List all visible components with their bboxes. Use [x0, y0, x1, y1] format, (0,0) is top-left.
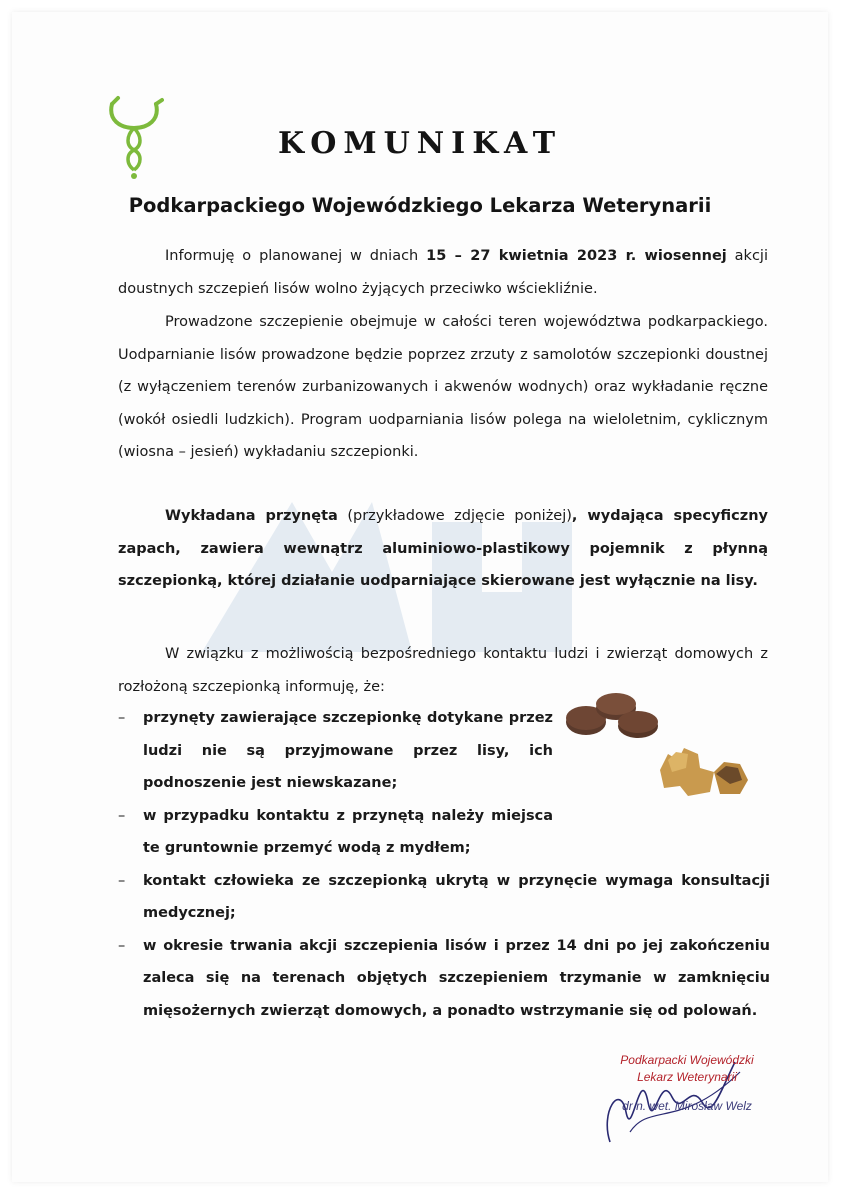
paragraph-contact-intro: W związku z możliwością bezpośredniego kontaktu ludzi i zwierząt domowych z rozłożoną szczepionką informuję, że: — [118, 646, 768, 695]
bait-photo — [564, 688, 754, 800]
paragraph-text: akcji doustnych szczepień lisów wolno żyjących przeciwko wściekliźnie. — [118, 248, 768, 297]
page-subtitle: Podkarpackiego Wojewódzkiego Lekarza Weterynarii — [128, 194, 712, 217]
stamp-line: Podkarpacki Wojewódzki — [620, 1053, 754, 1067]
document-page — [12, 12, 828, 1182]
paragraph-campaign-dates — [118, 240, 768, 305]
list-item — [118, 930, 770, 1028]
dash-icon: – — [118, 710, 126, 726]
dash-icon: – — [118, 807, 126, 824]
paragraph-text: Informuję o planowanej w dniach — [165, 248, 427, 264]
list-item-text: przynęty zawierające szczepionkę dotykane przez ludzi nie są przyjmowane przez lisy, ich podnoszenie jest niewskazane; — [143, 710, 553, 791]
list-item-text: w okresie trwania akcji szczepienia lisów i przez 14 dni po jej zakończeniu zaleca się na terenach objętych szczepieniem trzymanie w zamknięciu mięsożernych zwierząt domowych, a ponadto wstrzymanie się od polowań. — [143, 937, 770, 1019]
list-item-text: kontakt człowieka ze szczepionką ukrytą w przynęcie wymaga konsultacji medycznej; — [143, 872, 770, 921]
dash-icon: – — [118, 872, 126, 889]
stamp-signatory: dr n. wet. Mirosław Welz — [622, 1099, 752, 1113]
list-item — [118, 865, 770, 930]
photo-note: (przykładowe zdjęcie poniżej) — [337, 508, 572, 524]
stamp-line: Lekarz Weterynarii — [637, 1070, 737, 1084]
official-stamp — [597, 1052, 777, 1115]
page-title: KOMUNIKAT — [277, 126, 563, 161]
dash-icon: – — [118, 937, 126, 954]
campaign-date: 15 – 27 kwietnia 2023 r. — [426, 248, 637, 264]
list-item — [118, 800, 553, 865]
paragraph-text: , wydająca specyficzny zapach, zawiera wewnątrz aluminiowo-plastikowy pojemnik z płynną szczepionką, której działanie uodparniające skierowane jest wyłącznie na lisy. — [118, 508, 768, 589]
paragraph-campaign-scope: Prowadzone szczepienie obejmuje w całości teren województwa podkarpackiego. Uodparnianie lisów prowadzone będzie poprzez zrzuty z samolotów szczepionki doustnej (z wyłączeniem terenów zurbanizowanych i akwenów wodnych) oraz wykładanie ręczne (wokół osiedli ludzkich). Program uodparniania lisów polega na wieloletnim, cyklicznym (wiosna – jesień) wykładaniu szczepionki. — [118, 314, 768, 460]
campaign-season: wiosennej — [636, 248, 727, 264]
list-item — [118, 702, 553, 800]
list-item-text: w przypadku kontaktu z przynętą należy miejsca te gruntownie przemyć wodą z mydłem; — [143, 807, 553, 856]
paragraph-bait-description — [118, 500, 768, 598]
paragraph-lead: Wykładana przynęta — [165, 508, 338, 524]
